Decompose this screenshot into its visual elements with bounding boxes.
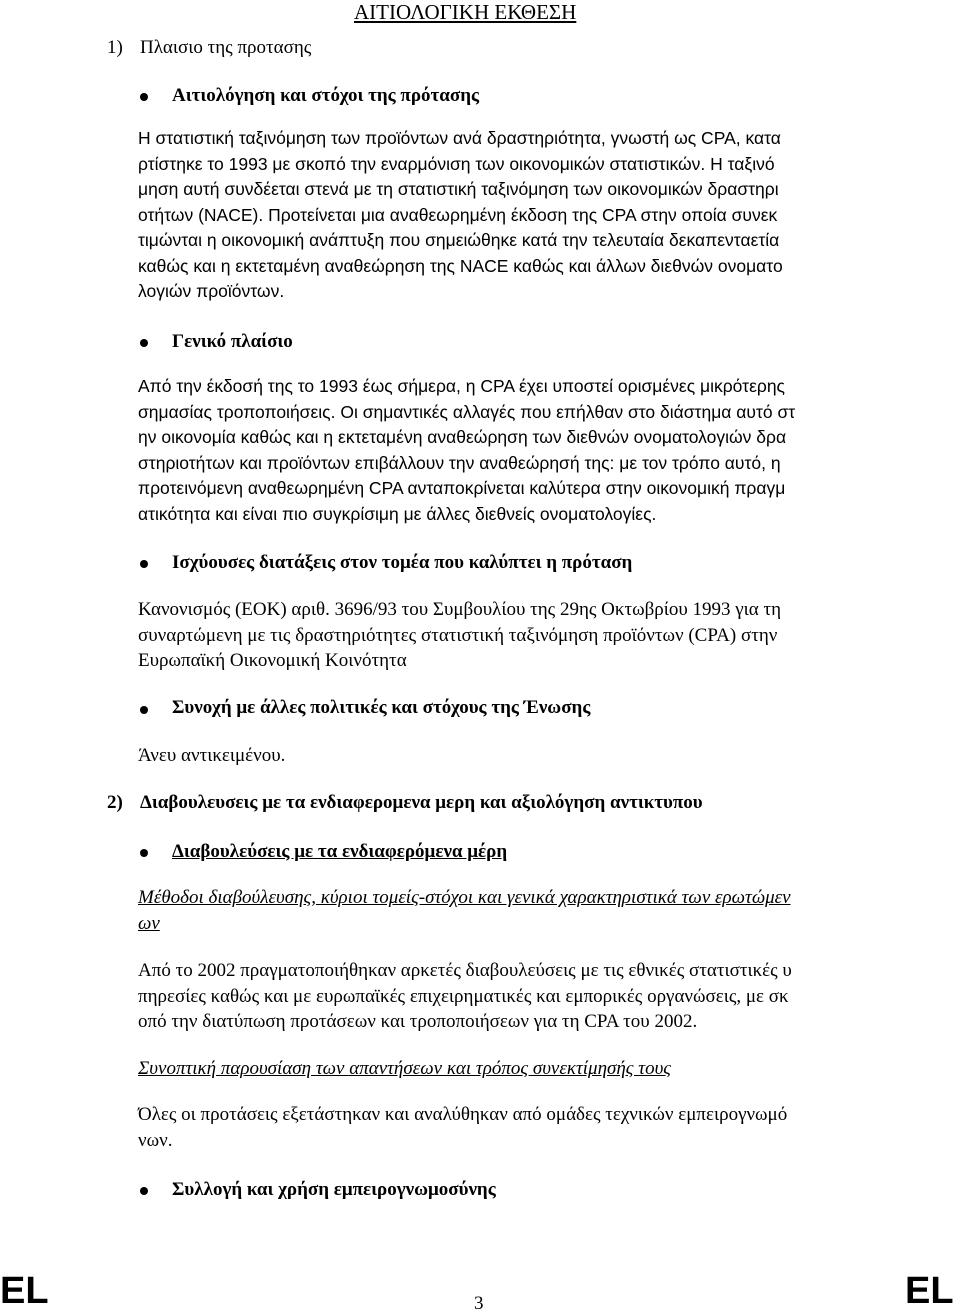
text-line: συναρτώμενη με τις δραστηριότητες στατιστική ταξινόμηση προϊόντων (CPA) στην bbox=[138, 624, 778, 646]
paragraph-consultations bbox=[138, 958, 883, 1035]
paragraph-consistency bbox=[138, 743, 883, 769]
text-line: Από την έκδοσή της το 1993 έως σήμερα, η CPA έχει υποστεί ορισμένες μικρότερης bbox=[138, 376, 785, 396]
text-line: ατικότητα και είναι πιο συγκρίσιμη με άλλες διεθνείς ονοματολογίες. bbox=[138, 503, 657, 524]
bullet-icon bbox=[140, 560, 148, 568]
text-line: Από το 2002 πραγματοποιήθηκαν αρκετές διαβουλεύσεις με τις εθνικές στατιστικές υ bbox=[138, 960, 792, 981]
text-line: Η στατιστική ταξινόμηση των προϊόντων ανά δραστηριότητα, γνωστή ως CPA, κατα bbox=[138, 128, 781, 148]
bullet-icon bbox=[140, 339, 148, 347]
text-line: Ευρωπαϊκή Οικονομική Κοινότητα bbox=[138, 650, 407, 671]
section-1-number: 1) bbox=[107, 37, 123, 58]
subheading-summary-responses bbox=[138, 1056, 883, 1082]
text-line: Άνευ αντικειμένου. bbox=[138, 745, 286, 766]
section-1-title: Πλαισιο της προτασης bbox=[140, 37, 312, 58]
footer-language-right: EL bbox=[905, 1270, 954, 1312]
text-line: πηρεσίες καθώς και με ευρωπαϊκές επιχειρηματικές και εμπορικές οργανώσεις, με σκ bbox=[138, 985, 789, 1007]
text-line: ρτίστηκε το 1993 με σκοπό την εναρμόνιση των οικονομικών στατιστικών. Η ταξινό bbox=[138, 153, 775, 174]
paragraph-general-context bbox=[138, 374, 883, 527]
text-line: οτήτων (NACE). Προτείνεται μια αναθεωρημένη έκδοση της CPA στην οποία συνεκ bbox=[138, 204, 778, 225]
text-line: καθώς και η εκτεταμένη αναθεώρηση της NACE καθώς και άλλων διεθνών ονοματο bbox=[138, 255, 783, 276]
text-line: Συνοπτική παρουσίαση των απαντήσεων και τρόπος συνεκτίμησής τους bbox=[138, 1058, 671, 1079]
bullet-icon bbox=[140, 1187, 148, 1195]
text-line: Όλες οι προτάσεις εξετάστηκαν και αναλύθηκαν από ομάδες τεχνικών εμπειρογνωμό bbox=[138, 1104, 788, 1125]
text-line: οπό την διατύπωση προτάσεων και τροποποιήσεων για τη CPA του 2002. bbox=[138, 1011, 698, 1032]
subheading-consultation-methods bbox=[138, 885, 883, 936]
text-line: σημασίας τροποποιήσεις. Οι σημαντικές αλλαγές που επήλθαν στο διάστημα αυτό στ bbox=[138, 401, 796, 422]
bullet-heading-existing-provisions: Ισχύουσες διατάξεις στον τομέα που καλύπτει η πρόταση bbox=[172, 552, 633, 573]
text-line: ην οικονομία καθώς και η εκτεταμένη αναθεώρηση των διεθνών ονοματολογιών δρα bbox=[138, 427, 787, 447]
text-line: νων. bbox=[138, 1129, 173, 1151]
bullet-heading-consultations: Διαβουλεύσεις με τα ενδιαφερόμενα μέρη bbox=[172, 841, 508, 862]
bullet-heading-consistency: Συνοχή με άλλες πολιτικές και στόχους της Ένωσης bbox=[172, 697, 591, 718]
text-line: μηση αυτή συνδέεται στενά με τη στατιστική ταξινόμηση των οικονομικών δραστηρι bbox=[138, 179, 779, 199]
page-number: 3 bbox=[474, 1293, 484, 1314]
paragraph-responses bbox=[138, 1102, 883, 1153]
bullet-icon bbox=[140, 93, 148, 101]
text-line: λογιών προϊόντων. bbox=[138, 281, 285, 301]
section-2-title: Διαβουλευσεις με τα ενδιαφερομενα μερη και αξιολόγηση αντικτυπου bbox=[140, 792, 703, 813]
bullet-icon bbox=[140, 706, 148, 714]
text-line: τιμώνται η οικονομική ανάπτυξη που σημειώθηκε κατά την τελευταία δεκαπενταετία bbox=[138, 230, 780, 250]
text-line: Κανονισμός (ΕΟΚ) αριθ. 3696/93 του Συμβουλίου της 29ης Οκτωβρίου 1993 για τη bbox=[138, 599, 782, 620]
page-title: ΑΙΤΙΟΛΟΓΙΚΗ ΕΚΘΕΣΗ bbox=[354, 0, 577, 24]
bullet-heading-general-context: Γενικό πλαίσιο bbox=[172, 331, 293, 352]
footer-language-left: EL bbox=[0, 1270, 49, 1312]
text-line: προτεινόμενη αναθεωρημένη CPA ανταποκρίνεται καλύτερα στην οικονομική πραγμ bbox=[138, 478, 786, 498]
paragraph-existing-provisions bbox=[138, 597, 883, 674]
text-line: ων bbox=[138, 912, 160, 934]
bullet-heading-justification: Αιτιολόγηση και στόχοι της πρότασης bbox=[172, 85, 480, 106]
section-2-number: 2) bbox=[107, 792, 123, 813]
text-line: στηριοτήτων και προϊόντων επιβάλλουν την αναθεώρησή της: με τον τρόπο αυτό, η bbox=[138, 452, 781, 473]
text-line: Μέθοδοι διαβούλευσης, κύριοι τομείς-στόχοι και γενικά χαρακτηριστικά των ερωτώμεν bbox=[138, 887, 791, 908]
bullet-heading-expertise: Συλλογή και χρήση εμπειρογνωμοσύνης bbox=[172, 1179, 496, 1200]
paragraph-justification bbox=[138, 126, 883, 305]
bullet-icon bbox=[140, 849, 148, 857]
